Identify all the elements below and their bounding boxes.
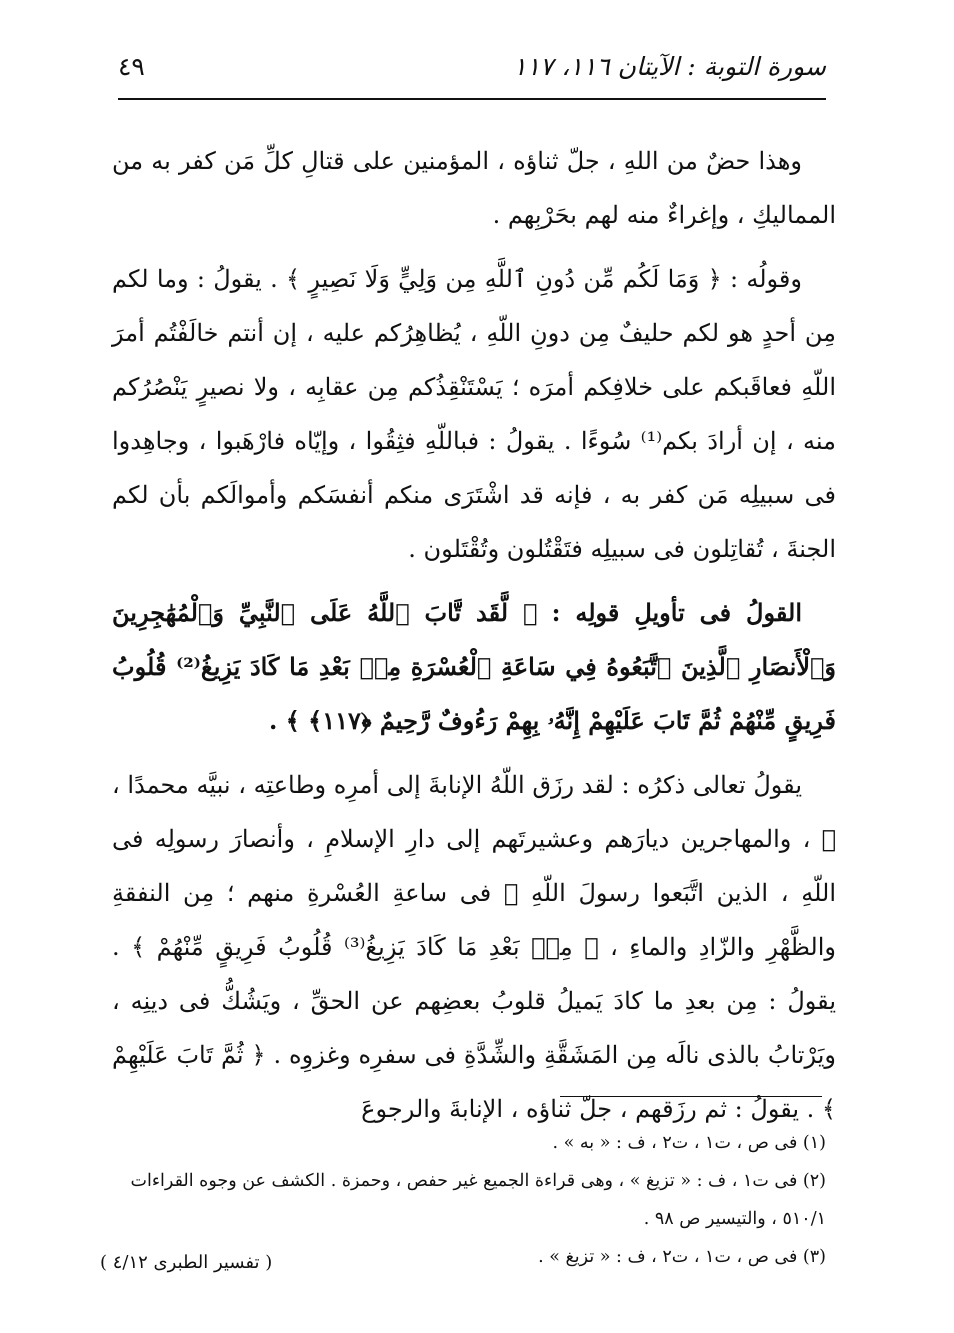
paragraph-text: يقولُ تعالى ذكرُه : لقد رزَق اللّهُ الإنابةَ إلى أمرِه وطاعتِه ، نبيَّه محمدًا ، ﷺ ، والمهاجرين ديارَهم وعشيرتَهم إلى دارِ الإسلامِ ، وأنصارَ رسولِه فى اللّهِ ، الذين اتَّبَعوا رسولَ اللّهِ ﷺ فى ساعةِ العُسْرةِ منهم ؛ مِن النفقةِ والظَّهْرِ والزّادِ والماءِ ، ﴿ مِنۢ بَعْدِ مَا كَادَ يَزِيغُ⁽³⁾ قُلُوبُ فَرِيقٍ مِّنْهُمْ ﴾ . يقولُ : مِن بعدِ ما كادَ يَميلُ قلوبُ بعضِهم عن الحقِّ ، ويَشُكُّ فى دينِه ، ويَرْتابُ بالذى نالَه مِن المَشَقَّةِ والشِّدَّةِ فى سفرِه وغزوِه . ﴿ ثُمَّ تَابَ عَلَيْهِمْ ﴾ . يقولُ : ثم رزَقهم ، جلّ ثناؤه ، الإنابةَ والرجوعَ	[112, 771, 836, 1123]
page-number: ٤٩	[118, 52, 145, 81]
paragraph-text: وهذا حضٌ من اللهِ ، جلّ ثناؤه ، المؤمنين على قتالِ كلِّ مَن كفر به من المماليكِ ، وإغراءٌ منه لهم بحَرْبِهم .	[112, 147, 836, 229]
footnote-3: (٣) فى ص ، ت١ ، ت٢ ، ف : « تزيغ » .	[538, 1247, 826, 1267]
header-rule	[118, 98, 826, 100]
footnote-1: (١) فى ص ، ت١ ، ت٢ ، ف : « به » .	[552, 1133, 826, 1153]
paragraph-3	[112, 586, 836, 748]
footnote-rule	[560, 1096, 822, 1097]
paragraph-1	[112, 134, 836, 242]
paragraph-4	[112, 758, 836, 1136]
footnote-2: (٢) فى ت١ ، ف : « تزيغ » ، وهى قراءة الجميع غير حفص ، وحمزة . الكشف عن وجوه القراءات ٥١٠/١ ، والتيسير ص ٩٨ .	[130, 1171, 826, 1229]
page-header	[118, 52, 826, 96]
paragraph-text: وقولُه : ﴿ وَمَا لَكُم مِّن دُونِ ٱللَّهِ مِن وَلِيٍّ وَلَا نَصِيرٍ ﴾ . يقولُ : وما لكم مِن أحدٍ هو لكم حليفٌ مِن دونِ اللّهِ ، يُظاهِرُكم عليه ، إن أنتم خالَفْتُم أمرَ اللّهِ فعاقَبكم على خلافِكم أمرَه ؛ يَسْتَنْقِذُكم مِن عقابِه ، ولا نصيرٍ يَنْصُرُكم منه ، إن أرادَ بكم⁽¹⁾ سُوءًا . يقولُ : فباللّهِ فثِقُوا ، وإيّاه فارْهَبوا ، وجاهِدوا فى سبيلِه مَن كفر به ، فإنه قد اشْتَرَى منكم أنفسَكم وأموالَكم بأن لكم الجنةَ ، تُقاتِلون فى سبيلِه فتَقْتُلون وتُقْتَلون .	[112, 265, 837, 563]
signature-mark: ( تفسير الطبرى ٤/١٢ )	[100, 1252, 273, 1273]
running-title: سورة التوبة : الآيتان ١١٦، ١١٧	[513, 52, 826, 81]
body-text	[112, 134, 836, 1146]
quran-verse: ﴿ لَّقَد تَّابَ ٱللَّهُ عَلَى ٱلنَّبِيِّ وَٱلْمُهَٰجِرِينَ وَٱلْأَنصَارِ ٱلَّذِينَ ٱتَّبَعُوهُ فِي سَاعَةِ ٱلْعُسْرَةِ مِنۢ بَعْدِ مَا كَادَ يَزِيغُ⁽²⁾ قُلُوبُ فَرِيقٍ مِّنْهُمْ ثُمَّ تَابَ عَلَيْهِمْ إِنَّهُۥ بِهِمْ رَءُوفٌ رَّحِيمٌ ﴿١١٧﴾ ﴾ .	[112, 598, 836, 735]
paragraph-2	[112, 252, 836, 576]
paragraph-lead: القولُ فى تأويلِ قولِه :	[551, 598, 802, 627]
